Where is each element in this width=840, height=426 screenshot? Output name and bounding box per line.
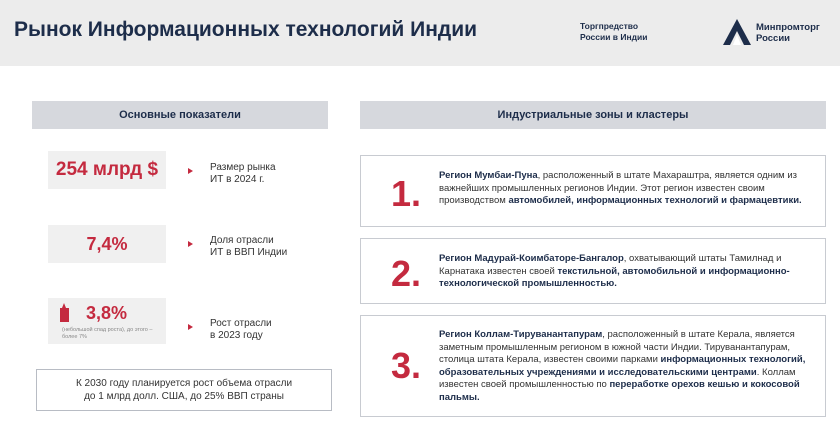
forecast-box: К 2030 году планируется рост объема отрасли до 1 млрд долл. США, до 25% ВВП страны bbox=[36, 369, 332, 411]
ministry-logo-icon bbox=[722, 18, 752, 46]
ministry-logo-block bbox=[722, 18, 834, 48]
ministry-country: России bbox=[756, 33, 791, 44]
zone-card-madurai-coimbatore-bangalore bbox=[360, 238, 826, 304]
ministry-name: Минпромторг bbox=[756, 22, 820, 33]
metric-gdp-share: 7,4% bbox=[48, 225, 166, 263]
zone-card-kollam-thiruvananthapuram bbox=[360, 315, 826, 417]
metric-gdp-share-desc: Доля отрасли ИТ в ВВП Индии bbox=[210, 235, 288, 258]
metric-market-size: 254 млрд $ bbox=[48, 151, 166, 189]
growth-bar-icon bbox=[60, 308, 69, 322]
zone-number: 1. bbox=[391, 173, 422, 214]
zone-number: 3. bbox=[391, 345, 422, 386]
header bbox=[0, 0, 840, 66]
zone-description: Регион Коллам-Тируванантапурам, расположенный в штате Керала, является заметным промышленным регионом в южной части Индии. Тируванантапурам, столица штата Керала, известен своими парками информационных технологий, образовательных учреждениями и исследовательскими центрами. Коллам известен своей промышленностью по переработке орехов кешью и кокосовой пальмы. bbox=[439, 329, 806, 403]
key-indicators-heading: Основные показатели bbox=[32, 101, 328, 129]
zone-description: Регион Мадурай-Коимбаторе-Бангалор, охватывающий штаты Тамилнад и Карнатака известен своей текстильной, автомобильной и информационно-технологической промышленностью. bbox=[439, 253, 790, 289]
zone-number: 2. bbox=[391, 253, 422, 294]
zone-card-mumbai-pune bbox=[360, 155, 826, 227]
metric-market-size-desc: Размер рынка ИТ в 2024 г. bbox=[210, 162, 276, 185]
industrial-zones-heading: Индустриальные зоны и кластеры bbox=[360, 101, 826, 129]
trade-mission-label: Торгпредство России в Индии bbox=[580, 21, 648, 42]
metric-growth-desc: Рост отрасли в 2023 году bbox=[210, 318, 272, 341]
metric-growth-value: 3,8% bbox=[86, 303, 128, 323]
arrow-icon bbox=[188, 324, 193, 330]
arrow-icon bbox=[188, 168, 193, 174]
zone-description: Регион Мумбаи-Пуна, расположенный в штате Махараштра, является одним из важнейших промышленных регионов Индии. Этот регион известен своим производством автомобилей, информационных технологий и фармацевтики. bbox=[439, 170, 802, 206]
metric-growth-note: (небольшой спад роста), до этого – более 7% bbox=[62, 327, 153, 340]
arrow-icon bbox=[188, 241, 193, 247]
page-title: Рынок Информационных технологий Индии bbox=[14, 18, 478, 41]
metric-growth bbox=[48, 298, 166, 344]
